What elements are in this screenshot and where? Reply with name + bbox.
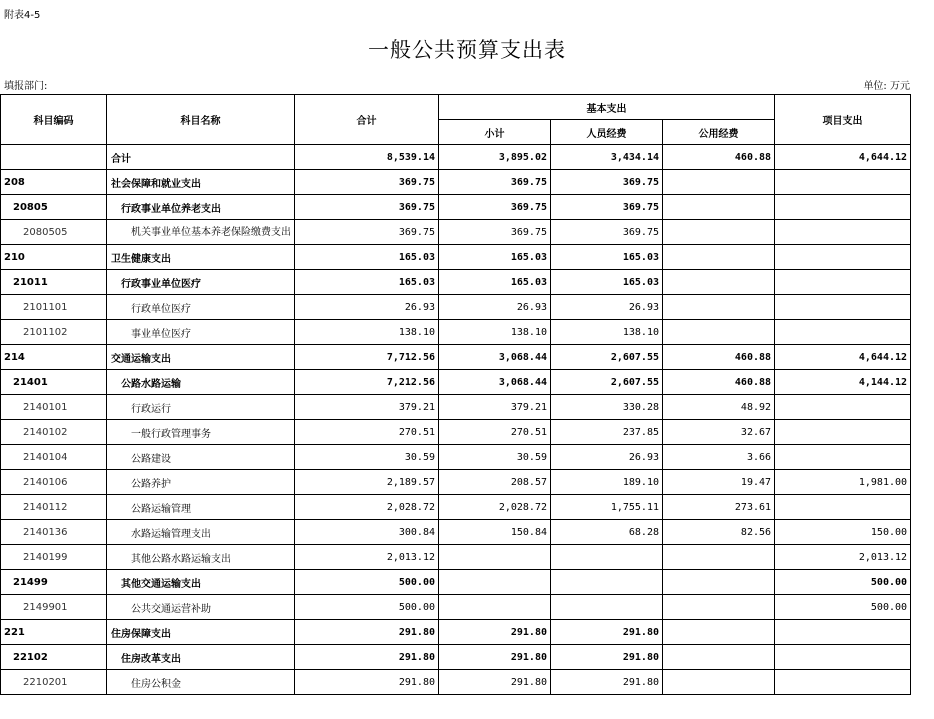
table-row (1, 195, 911, 220)
cell-personnel: 138.10 (551, 320, 663, 345)
cell-public (663, 295, 775, 320)
cell-personnel: 1,755.11 (551, 495, 663, 520)
cell-project (775, 445, 911, 470)
cell-subtotal: 165.03 (439, 245, 551, 270)
cell-project (775, 170, 911, 195)
cell-public (663, 645, 775, 670)
cell-project (775, 245, 911, 270)
cell-code: 214 (1, 345, 107, 370)
table-row (1, 620, 911, 645)
cell-name: 住房改革支出 (107, 645, 295, 670)
cell-public (663, 320, 775, 345)
cell-project: 1,981.00 (775, 470, 911, 495)
page-title: 一般公共预算支出表 (368, 38, 566, 62)
cell-code: 2210201 (1, 670, 107, 695)
table-row (1, 545, 911, 570)
cell-public (663, 170, 775, 195)
cell-personnel: 291.80 (551, 645, 663, 670)
cell-name: 公共交通运营补助 (107, 595, 295, 620)
table-row (1, 320, 911, 345)
cell-code: 2101101 (1, 295, 107, 320)
cell-personnel (551, 570, 663, 595)
header-total: 合计 (295, 95, 439, 145)
table-row (1, 495, 911, 520)
header-basic: 基本支出 (439, 95, 775, 120)
cell-public (663, 570, 775, 595)
header-code: 科目编码 (1, 95, 107, 145)
cell-subtotal (439, 545, 551, 570)
cell-name: 行政事业单位养老支出 (107, 195, 295, 220)
cell-subtotal: 369.75 (439, 170, 551, 195)
cell-code: 2080505 (1, 220, 107, 245)
cell-code: 2140101 (1, 395, 107, 420)
cell-personnel: 189.10 (551, 470, 663, 495)
table-row (1, 170, 911, 195)
cell-project (775, 495, 911, 520)
cell-name: 住房保障支出 (107, 620, 295, 645)
cell-code: 21011 (1, 270, 107, 295)
cell-code: 2140102 (1, 420, 107, 445)
cell-code: 2140199 (1, 545, 107, 570)
cell-subtotal: 379.21 (439, 395, 551, 420)
cell-subtotal: 291.80 (439, 670, 551, 695)
cell-subtotal: 30.59 (439, 445, 551, 470)
cell-personnel (551, 595, 663, 620)
cell-project (775, 295, 911, 320)
cell-subtotal: 3,068.44 (439, 370, 551, 395)
cell-project: 4,144.12 (775, 370, 911, 395)
table-row (1, 570, 911, 595)
cell-subtotal: 291.80 (439, 645, 551, 670)
cell-name: 行政运行 (107, 395, 295, 420)
cell-code: 221 (1, 620, 107, 645)
cell-total: 138.10 (295, 320, 439, 345)
table-row (1, 145, 911, 170)
cell-total: 379.21 (295, 395, 439, 420)
cell-total: 270.51 (295, 420, 439, 445)
cell-project (775, 645, 911, 670)
cell-public: 460.88 (663, 345, 775, 370)
cell-personnel: 369.75 (551, 170, 663, 195)
cell-name: 公路建设 (107, 445, 295, 470)
cell-total: 500.00 (295, 595, 439, 620)
cell-public (663, 270, 775, 295)
cell-public: 19.47 (663, 470, 775, 495)
cell-total: 2,028.72 (295, 495, 439, 520)
cell-subtotal: 3,068.44 (439, 345, 551, 370)
cell-code: 210 (1, 245, 107, 270)
cell-public (663, 620, 775, 645)
cell-personnel: 3,434.14 (551, 145, 663, 170)
cell-total: 291.80 (295, 645, 439, 670)
cell-subtotal: 165.03 (439, 270, 551, 295)
cell-total: 2,189.57 (295, 470, 439, 495)
cell-project: 150.00 (775, 520, 911, 545)
cell-project: 2,013.12 (775, 545, 911, 570)
cell-name: 合计 (107, 145, 295, 170)
cell-code: 2140136 (1, 520, 107, 545)
cell-personnel: 369.75 (551, 195, 663, 220)
cell-code: 2140112 (1, 495, 107, 520)
cell-subtotal: 369.75 (439, 220, 551, 245)
table-row (1, 345, 911, 370)
cell-total: 300.84 (295, 520, 439, 545)
cell-public: 273.61 (663, 495, 775, 520)
cell-project (775, 320, 911, 345)
cell-personnel: 68.28 (551, 520, 663, 545)
cell-code (1, 145, 107, 170)
table-row (1, 245, 911, 270)
cell-code: 20805 (1, 195, 107, 220)
cell-project: 500.00 (775, 595, 911, 620)
cell-personnel: 330.28 (551, 395, 663, 420)
table-row (1, 670, 911, 695)
header-subtotal: 小计 (439, 120, 551, 145)
cell-total: 26.93 (295, 295, 439, 320)
department-label: 填报部门: (4, 81, 48, 92)
cell-code: 2140104 (1, 445, 107, 470)
cell-project (775, 220, 911, 245)
cell-project (775, 420, 911, 445)
cell-personnel: 291.80 (551, 620, 663, 645)
table-row (1, 470, 911, 495)
cell-name: 其他公路水路运输支出 (107, 545, 295, 570)
cell-name: 公路养护 (107, 470, 295, 495)
cell-name: 公路运输管理 (107, 495, 295, 520)
cell-public (663, 195, 775, 220)
cell-public (663, 245, 775, 270)
cell-subtotal: 2,028.72 (439, 495, 551, 520)
cell-name: 行政事业单位医疗 (107, 270, 295, 295)
cell-project: 500.00 (775, 570, 911, 595)
cell-total: 165.03 (295, 245, 439, 270)
cell-subtotal: 369.75 (439, 195, 551, 220)
cell-name: 交通运输支出 (107, 345, 295, 370)
cell-personnel: 369.75 (551, 220, 663, 245)
cell-code: 22102 (1, 645, 107, 670)
cell-name: 一般行政管理事务 (107, 420, 295, 445)
cell-personnel: 165.03 (551, 245, 663, 270)
table-row (1, 520, 911, 545)
cell-total: 369.75 (295, 220, 439, 245)
cell-personnel: 291.80 (551, 670, 663, 695)
cell-code: 21499 (1, 570, 107, 595)
cell-code: 208 (1, 170, 107, 195)
header-name: 科目名称 (107, 95, 295, 145)
table-row (1, 295, 911, 320)
cell-name: 机关事业单位基本养老保险缴费支出 (107, 220, 295, 245)
cell-code: 2101102 (1, 320, 107, 345)
cell-total: 8,539.14 (295, 145, 439, 170)
cell-personnel: 237.85 (551, 420, 663, 445)
cell-subtotal: 208.57 (439, 470, 551, 495)
cell-total: 369.75 (295, 195, 439, 220)
cell-project (775, 270, 911, 295)
cell-personnel (551, 545, 663, 570)
cell-subtotal (439, 595, 551, 620)
cell-subtotal: 138.10 (439, 320, 551, 345)
header-public: 公用经费 (663, 120, 775, 145)
cell-project: 4,644.12 (775, 145, 911, 170)
cell-public: 48.92 (663, 395, 775, 420)
cell-total: 291.80 (295, 620, 439, 645)
cell-total: 7,712.56 (295, 345, 439, 370)
cell-public (663, 545, 775, 570)
cell-public: 460.88 (663, 145, 775, 170)
cell-subtotal: 291.80 (439, 620, 551, 645)
cell-name: 卫生健康支出 (107, 245, 295, 270)
cell-total: 291.80 (295, 670, 439, 695)
cell-total: 30.59 (295, 445, 439, 470)
unit-label: 单位: 万元 (863, 81, 910, 92)
cell-total: 7,212.56 (295, 370, 439, 395)
cell-code: 2149901 (1, 595, 107, 620)
table-row (1, 445, 911, 470)
cell-total: 500.00 (295, 570, 439, 595)
cell-project (775, 620, 911, 645)
cell-public: 32.67 (663, 420, 775, 445)
cell-subtotal: 270.51 (439, 420, 551, 445)
table-row (1, 370, 911, 395)
cell-project (775, 670, 911, 695)
cell-name: 事业单位医疗 (107, 320, 295, 345)
header-personnel: 人员经费 (551, 120, 663, 145)
table-row (1, 270, 911, 295)
cell-name: 其他交通运输支出 (107, 570, 295, 595)
table-row (1, 595, 911, 620)
cell-name: 公路水路运输 (107, 370, 295, 395)
header-project: 项目支出 (775, 95, 911, 145)
cell-total: 369.75 (295, 170, 439, 195)
cell-total: 165.03 (295, 270, 439, 295)
cell-project (775, 195, 911, 220)
cell-name: 社会保障和就业支出 (107, 170, 295, 195)
cell-name: 水路运输管理支出 (107, 520, 295, 545)
cell-public (663, 220, 775, 245)
cell-subtotal: 150.84 (439, 520, 551, 545)
table-row (1, 420, 911, 445)
cell-subtotal: 3,895.02 (439, 145, 551, 170)
cell-total: 2,013.12 (295, 545, 439, 570)
cell-public (663, 670, 775, 695)
attachment-label: 附表4-5 (4, 10, 41, 21)
table-row (1, 220, 911, 245)
table-body (1, 145, 911, 695)
cell-code: 2140106 (1, 470, 107, 495)
cell-name: 住房公积金 (107, 670, 295, 695)
cell-public (663, 595, 775, 620)
cell-personnel: 165.03 (551, 270, 663, 295)
cell-name: 行政单位医疗 (107, 295, 295, 320)
cell-personnel: 26.93 (551, 445, 663, 470)
cell-subtotal (439, 570, 551, 595)
budget-table (0, 94, 911, 695)
cell-public: 82.56 (663, 520, 775, 545)
cell-project (775, 395, 911, 420)
table-row (1, 395, 911, 420)
cell-subtotal: 26.93 (439, 295, 551, 320)
cell-code: 21401 (1, 370, 107, 395)
cell-personnel: 26.93 (551, 295, 663, 320)
cell-personnel: 2,607.55 (551, 370, 663, 395)
table-row (1, 645, 911, 670)
cell-project: 4,644.12 (775, 345, 911, 370)
cell-public: 3.66 (663, 445, 775, 470)
cell-personnel: 2,607.55 (551, 345, 663, 370)
cell-public: 460.88 (663, 370, 775, 395)
